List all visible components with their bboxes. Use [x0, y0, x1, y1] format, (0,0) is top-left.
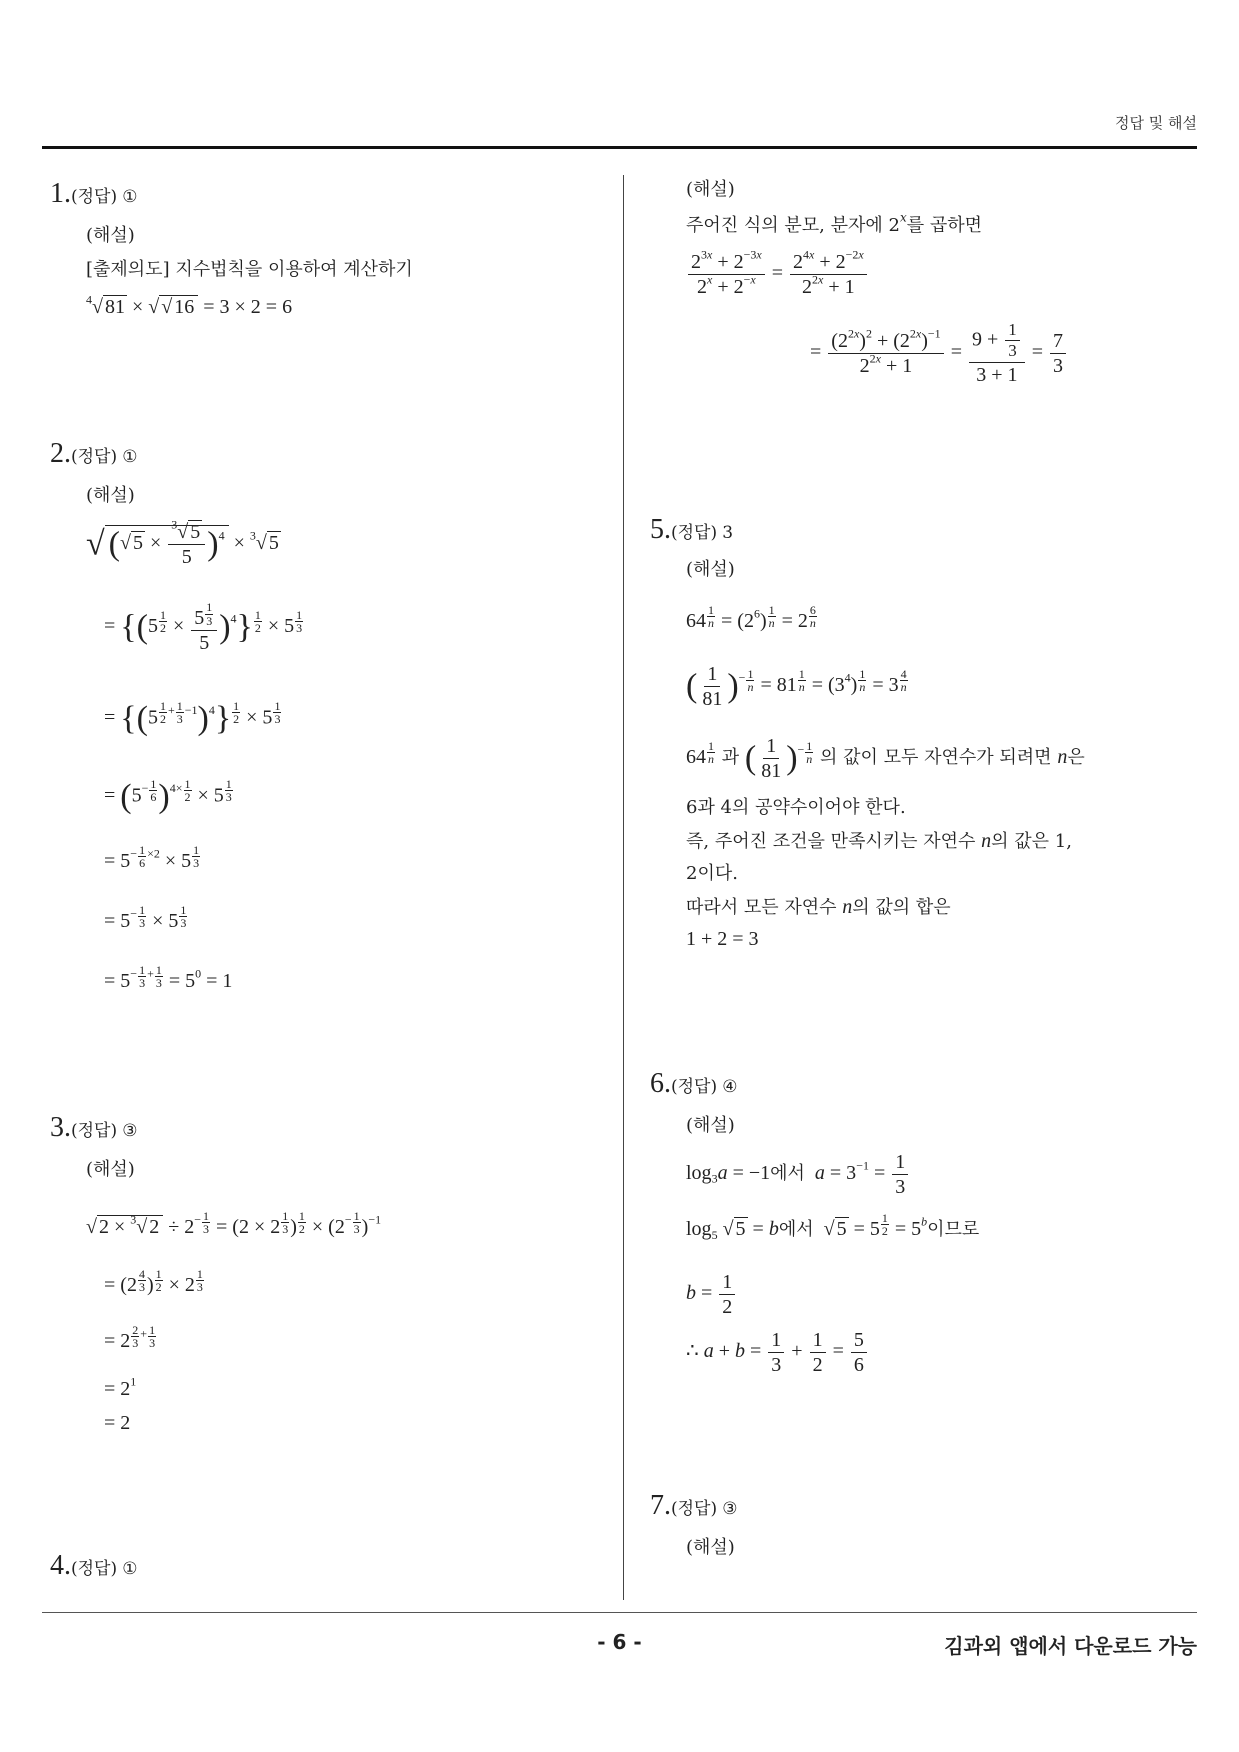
q5-text-1: 64 $\frac{1}{n}$ 과 ( $\frac{1}{81}$ )− $\frac{1}{n}$ 의 값이 모두 자연수가 되려면 n은 — [686, 735, 1085, 782]
q5-text-3-end: 의 값은 1, — [991, 831, 1072, 852]
q6-step-4: ∴ a + b = $\frac{1}{3}$ + $\frac{1}{2}$ = $\frac{5}{6}$ — [686, 1328, 869, 1377]
q6-imeuro: 이므로 — [927, 1219, 980, 1240]
q3-step-3: = 2 $\frac{2}{3}$ + $\frac{1}{3}$ — [104, 1323, 156, 1353]
question-number: 2. — [50, 438, 71, 469]
q2-step-4: = (5− $\frac{1}{6}$ )$^{4\times}$ $\frac{1}{2}$ × 5 $\frac{1}{3}$ — [104, 777, 232, 815]
answer-value: ④ — [722, 1077, 738, 1097]
answer-label: (정답) — [71, 447, 118, 467]
question-4-heading — [50, 1550, 137, 1582]
footer-brand: 김과외 앱에서 다운로드 가능 — [944, 1634, 1197, 1658]
question-intent: [출제의도] 지수법칙을 이용하여 계산하기 — [86, 259, 413, 280]
q5-text-3-start: 즉, 주어진 조건을 만족시키는 자연수 — [686, 831, 976, 852]
solution-label: (해설) — [86, 485, 135, 506]
answer-label: (정답) — [71, 1121, 118, 1141]
answer-label: (정답) — [71, 1559, 118, 1579]
page-number: - 6 - — [597, 1630, 642, 1654]
q6-eso-1: 에서 — [770, 1163, 805, 1184]
answer-label: (정답) — [671, 1077, 718, 1097]
question-3-heading — [50, 1112, 137, 1144]
q4-text-start: 주어진 식의 분모, 분자에 2 — [686, 215, 900, 236]
q5-text-2: 6과 4의 공약수이어야 한다. — [686, 797, 906, 818]
q6-step-2: $\log_5$ √ 5 = b에서 √ 5 = 5 $\frac{1}{2}$ = $5^b$이므로 — [686, 1211, 980, 1242]
q6-step-3: b = $\frac{1}{2}$ — [686, 1270, 737, 1319]
answer-label: (정답) — [71, 187, 118, 207]
q2-step-6: = 5− $\frac{1}{3}$ × 5 $\frac{1}{3}$ — [104, 903, 187, 933]
answer-label: (정답) — [671, 1499, 718, 1519]
question-1-heading — [50, 178, 137, 210]
solution-label: (해설) — [86, 1159, 135, 1180]
answer-label: (정답) — [671, 523, 718, 543]
q3-step-2: = (2 $\frac{4}{3}$ ) $\frac{1}{2}$ × 2 $\frac{1}{3}$ — [104, 1267, 203, 1297]
q5-text-3: 즉, 주어진 조건을 만족시키는 자연수 n의 값은 1, — [686, 830, 1072, 852]
q5-text-5: 따라서 모든 자연수 n의 값의 합은 — [686, 896, 951, 918]
q5-text-6: 1 + 2 = 3 — [686, 928, 759, 950]
question-number: 3. — [50, 1112, 71, 1143]
q4-step-1: $\frac{2^{3x} + 2^{-3x}}{2^x + 2^{-x}}$ = $\frac{2^{4x} + 2^{-2x}}{2^{2x} + 1}$ — [686, 250, 869, 299]
q5-step-2: ( $\frac{1}{81}$ )− $\frac{1}{n}$ = 81 $\frac{1}{n}$ = $(3^4)$ $\frac{1}{n}$ = 3 $\frac{4}{n}$ — [686, 663, 907, 710]
q1-equation: $^4$√ 81 × √ √ 16 = 3 × 2 = 6 — [86, 292, 293, 318]
header-rule — [42, 146, 1197, 149]
answer-value: ③ — [722, 1499, 738, 1519]
q6-step-1: $\log_3a = -1$에서 $a = 3^{-1}$ = $\frac{1}{3}$ — [686, 1150, 910, 1199]
question-5-heading — [650, 514, 733, 546]
q5-text-4: 2이다. — [686, 863, 738, 884]
q5-and: 과 — [721, 747, 740, 769]
question-2-heading — [50, 438, 137, 470]
q5-step-1: 64 $\frac{1}{n}$ = $(2^6)$ $\frac{1}{n}$ = 2 $\frac{6}{n}$ — [686, 603, 816, 633]
question-number: 1. — [50, 178, 71, 209]
question-number: 4. — [50, 1550, 71, 1581]
q5-text-5-start: 따라서 모든 자연수 — [686, 897, 837, 918]
q3-step-5: = 2 — [104, 1412, 131, 1434]
answer-value: ① — [122, 1559, 138, 1579]
q4-text-end: 를 곱하면 — [906, 215, 983, 236]
solution-label: (해설) — [686, 1537, 735, 1558]
question-7-heading — [650, 1490, 737, 1522]
q2-step-1: √ (√ 5 × $\frac{^3√ 5}{5}$ )$^4$ × $^3$√ 5 — [86, 517, 279, 568]
question-6-heading — [650, 1068, 737, 1100]
answer-value: ③ — [122, 1121, 138, 1141]
q3-step-1: √ 2 × $^3$√ 2 ÷ 2− $\frac{1}{3}$ = (2 × 2 $\frac{1}{3}$ ) $\frac{1}{2}$ × (2− $\frac{1}{3}$ )$^{-1}$ — [86, 1209, 382, 1239]
footer-rule — [42, 1612, 1197, 1613]
q5-condition: 의 값이 모두 자연수가 되려면 — [820, 747, 1052, 769]
answer-value: 3 — [722, 523, 734, 543]
q5-condition-end: 은 — [1067, 747, 1085, 769]
solution-label: (해설) — [86, 225, 135, 246]
q6-eso-2: 에서 — [778, 1219, 814, 1240]
q5-text-5-end: 의 값의 합은 — [852, 897, 951, 918]
q2-step-5: = 5− $\frac{1}{6}$ $^{\times 2}$ × 5 $\frac{1}{3}$ — [104, 843, 200, 873]
question-number: 7. — [650, 1490, 671, 1521]
q4-text: 주어진 식의 분모, 분자에 2$^x$를 곱하면 — [686, 210, 983, 236]
q3-step-4: = $2^1$ — [104, 1374, 137, 1400]
q2-step-2: = {(5 $\frac{1}{2}$ × 5 $\frac{1}{3}$ 5 )$^4$} $\frac{1}{2}$ × 5 $\frac{1}{3}$ — [104, 600, 303, 655]
question-number: 5. — [650, 514, 671, 545]
solution-label: (해설) — [686, 1115, 735, 1136]
header-label: 정답 및 해설 — [1115, 114, 1197, 132]
column-divider — [623, 175, 624, 1600]
q2-step-7: = 5− $\frac{1}{3}$ + $\frac{1}{3}$ = $5^0 = 1$ — [104, 963, 233, 993]
q2-step-3: = {(5 $\frac{1}{2}$ + $\frac{1}{3}$ $^{-1}$)$^4$} $\frac{1}{2}$ × 5 $\frac{1}{3}$ — [104, 699, 281, 737]
answer-value: ① — [122, 447, 138, 467]
q4-step-2: = $\frac{(2^{2x})^2 + (2^{2x})^{-1}}{2^{2x} + 1}$ = 9 + $\frac{1}{3}$ 3 + 1 = $\frac{7}{3}$ — [810, 320, 1068, 387]
solution-label: (해설) — [686, 179, 735, 200]
question-number: 6. — [650, 1068, 671, 1099]
solution-label: (해설) — [686, 559, 735, 580]
answer-value: ① — [122, 187, 138, 207]
